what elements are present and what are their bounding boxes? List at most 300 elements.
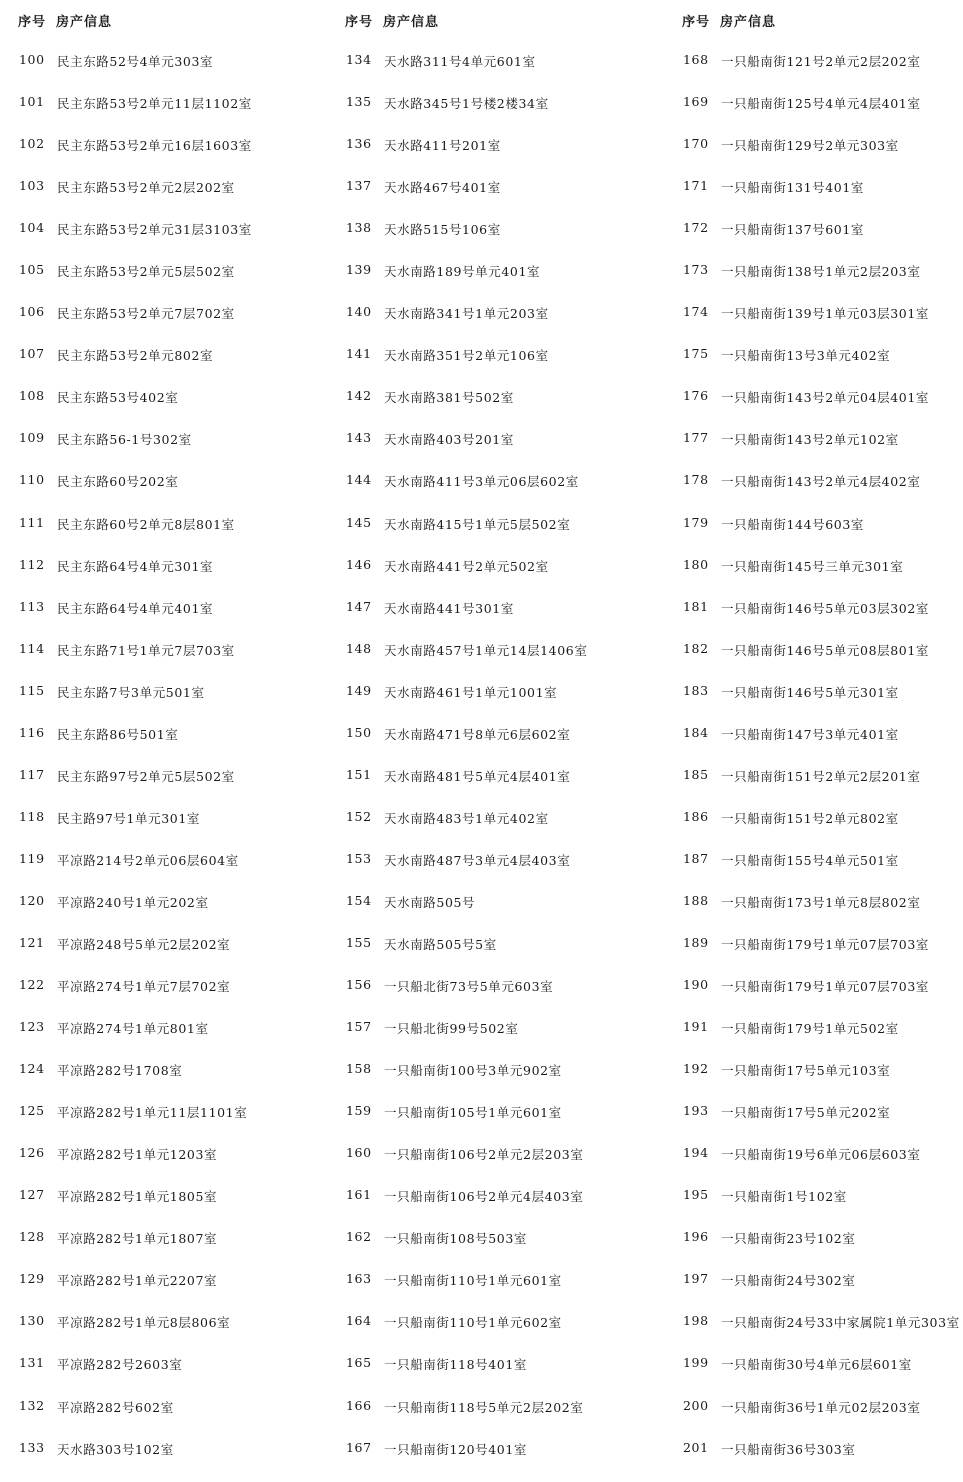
serial-number: 130 bbox=[19, 1313, 45, 1329]
serial-number: 122 bbox=[19, 977, 45, 993]
property-info: 一只船南街173号1单元8层802室 bbox=[721, 894, 921, 910]
serial-number: 199 bbox=[683, 1355, 709, 1371]
serial-number: 176 bbox=[683, 388, 709, 404]
property-info: 一只船南街23号102室 bbox=[721, 1231, 856, 1247]
serial-number: 131 bbox=[19, 1355, 45, 1371]
serial-number: 120 bbox=[19, 892, 45, 908]
row-list bbox=[682, 52, 960, 1482]
table-row bbox=[18, 94, 252, 136]
table-row bbox=[18, 977, 252, 1019]
table-row bbox=[682, 557, 960, 599]
table-row bbox=[18, 767, 252, 809]
table-row bbox=[18, 1145, 252, 1187]
table-row bbox=[682, 1440, 960, 1482]
property-info: 一只船南街36号303室 bbox=[721, 1441, 856, 1457]
serial-number: 170 bbox=[683, 136, 709, 152]
table-row bbox=[345, 136, 587, 178]
serial-number: 128 bbox=[19, 1229, 45, 1245]
table-row bbox=[345, 220, 587, 262]
table-row bbox=[682, 683, 960, 725]
serial-number: 119 bbox=[19, 850, 45, 866]
serial-number: 157 bbox=[346, 1019, 372, 1035]
serial-number: 185 bbox=[683, 766, 709, 782]
serial-number: 104 bbox=[19, 220, 45, 236]
property-info: 一只船南街30号4单元6层601室 bbox=[721, 1357, 912, 1373]
table-row bbox=[345, 1187, 587, 1229]
serial-number: 126 bbox=[19, 1145, 45, 1161]
property-info: 一只船南街118号5单元2层202室 bbox=[384, 1399, 584, 1415]
serial-number: 182 bbox=[683, 640, 709, 656]
table-row bbox=[18, 683, 252, 725]
serial-number: 115 bbox=[19, 682, 45, 698]
table-row bbox=[345, 935, 587, 977]
serial-number: 133 bbox=[19, 1439, 45, 1455]
table-row bbox=[682, 430, 960, 472]
table-row bbox=[682, 262, 960, 304]
property-info: 一只船南街19号6单元06层603室 bbox=[721, 1147, 921, 1163]
property-info: 平凉路282号1单元1805室 bbox=[57, 1189, 218, 1205]
serial-number: 150 bbox=[346, 724, 372, 740]
table-row bbox=[18, 262, 252, 304]
serial-number: 175 bbox=[683, 346, 709, 362]
property-info: 一只船南街110号1单元602室 bbox=[384, 1315, 562, 1331]
table-row bbox=[345, 1271, 587, 1313]
property-info: 一只船南街120号401室 bbox=[384, 1441, 528, 1457]
property-info: 天水路467号401室 bbox=[384, 180, 501, 196]
serial-number: 147 bbox=[346, 598, 372, 614]
table-row bbox=[682, 346, 960, 388]
column-1 bbox=[18, 0, 338, 1457]
serial-number: 165 bbox=[346, 1355, 372, 1371]
property-info: 民主东路53号2单元802室 bbox=[57, 348, 214, 364]
property-info: 天水南路461号1单元1001室 bbox=[384, 684, 558, 700]
serial-number: 124 bbox=[19, 1061, 45, 1077]
serial-number: 149 bbox=[346, 682, 372, 698]
serial-number: 200 bbox=[683, 1397, 709, 1413]
column-3 bbox=[682, 0, 963, 1457]
serial-number: 171 bbox=[683, 178, 709, 194]
table-row bbox=[682, 1103, 960, 1145]
property-info: 民主东路53号2单元31层3103室 bbox=[57, 222, 252, 238]
property-info: 一只船南街147号3单元401室 bbox=[721, 726, 899, 742]
table-row bbox=[18, 935, 252, 977]
property-info: 平凉路282号2603室 bbox=[57, 1357, 183, 1373]
property-info: 天水路411号201室 bbox=[384, 138, 501, 154]
serial-number: 172 bbox=[683, 220, 709, 236]
serial-number: 180 bbox=[683, 556, 709, 572]
property-info: 天水南路441号2单元502室 bbox=[384, 558, 549, 574]
serial-number: 168 bbox=[683, 52, 709, 67]
header-property-info: 房产信息 bbox=[720, 15, 777, 30]
property-info: 一只船南街151号2单元802室 bbox=[721, 810, 899, 826]
table-row bbox=[682, 767, 960, 809]
table-row bbox=[345, 178, 587, 220]
table-row bbox=[345, 1103, 587, 1145]
table-row bbox=[682, 304, 960, 346]
table-row bbox=[345, 430, 587, 472]
property-info: 平凉路282号1单元11层1101室 bbox=[57, 1105, 248, 1121]
table-row bbox=[345, 641, 587, 683]
property-info: 一只船南街100号3单元902室 bbox=[384, 1063, 562, 1079]
table-row bbox=[18, 1061, 252, 1103]
serial-number: 152 bbox=[346, 808, 372, 824]
serial-number: 177 bbox=[683, 430, 709, 446]
property-info: 平凉路282号1单元2207室 bbox=[57, 1273, 218, 1289]
serial-number: 102 bbox=[19, 136, 45, 152]
table-row bbox=[345, 515, 587, 557]
table-row bbox=[345, 262, 587, 304]
serial-number: 156 bbox=[346, 977, 372, 993]
property-info: 一只船南街131号401室 bbox=[721, 180, 865, 196]
table-row bbox=[18, 52, 252, 94]
property-info: 民主东路53号2单元7层702室 bbox=[57, 306, 235, 322]
property-info: 平凉路240号1单元202室 bbox=[57, 894, 209, 910]
serial-number: 153 bbox=[346, 850, 372, 866]
serial-number: 142 bbox=[346, 388, 372, 404]
property-info: 天水南路341号1单元203室 bbox=[384, 306, 549, 322]
property-info: 平凉路274号1单元801室 bbox=[57, 1021, 209, 1037]
property-info: 一只船南街24号33中家属院1单元303室 bbox=[721, 1315, 960, 1331]
serial-number: 166 bbox=[346, 1397, 372, 1413]
column-header bbox=[682, 10, 963, 31]
property-info: 民主东路52号4单元303室 bbox=[57, 54, 214, 69]
serial-number: 181 bbox=[683, 598, 709, 614]
property-info: 民主路97号1单元301室 bbox=[57, 810, 201, 826]
table-row bbox=[345, 1313, 587, 1355]
column-header bbox=[345, 10, 675, 31]
serial-number: 196 bbox=[683, 1229, 709, 1245]
property-info: 一只船南街121号2单元2层202室 bbox=[721, 54, 921, 69]
property-info: 一只船南街1号102室 bbox=[721, 1189, 847, 1205]
table-row bbox=[345, 472, 587, 514]
serial-number: 103 bbox=[19, 178, 45, 194]
serial-number: 125 bbox=[19, 1103, 45, 1119]
property-info: 一只船南街137号601室 bbox=[721, 222, 865, 238]
serial-number: 195 bbox=[683, 1187, 709, 1203]
property-info: 一只船南街13号3单元402室 bbox=[721, 348, 891, 364]
property-info: 天水路515号106室 bbox=[384, 222, 501, 238]
serial-number: 137 bbox=[346, 178, 372, 194]
table-row bbox=[682, 1313, 960, 1355]
table-row bbox=[345, 94, 587, 136]
serial-number: 190 bbox=[683, 977, 709, 993]
table-row bbox=[18, 557, 252, 599]
table-row bbox=[345, 851, 587, 893]
serial-number: 159 bbox=[346, 1103, 372, 1119]
table-row bbox=[682, 851, 960, 893]
serial-number: 108 bbox=[19, 388, 45, 404]
serial-number: 132 bbox=[19, 1397, 45, 1413]
serial-number: 191 bbox=[683, 1019, 709, 1035]
table-row bbox=[682, 94, 960, 136]
serial-number: 194 bbox=[683, 1145, 709, 1161]
serial-number: 173 bbox=[683, 262, 709, 278]
serial-number: 129 bbox=[19, 1271, 45, 1287]
property-info: 民主东路60号202室 bbox=[57, 474, 179, 490]
table-row bbox=[682, 220, 960, 262]
serial-number: 106 bbox=[19, 304, 45, 320]
serial-number: 117 bbox=[19, 766, 45, 782]
table-row bbox=[345, 1019, 587, 1061]
table-row bbox=[18, 1103, 252, 1145]
serial-number: 189 bbox=[683, 934, 709, 950]
table-row bbox=[682, 52, 960, 94]
serial-number: 146 bbox=[346, 556, 372, 572]
row-list bbox=[18, 52, 252, 1482]
serial-number: 201 bbox=[683, 1439, 709, 1455]
serial-number: 112 bbox=[19, 556, 45, 572]
table-row bbox=[682, 599, 960, 641]
property-info: 民主东路53号402室 bbox=[57, 390, 179, 406]
table-row bbox=[18, 809, 252, 851]
table-row bbox=[18, 1355, 252, 1397]
serial-number: 163 bbox=[346, 1271, 372, 1287]
header-serial-number: 序号 bbox=[345, 15, 374, 30]
table-row bbox=[18, 1271, 252, 1313]
property-info: 天水路311号4单元601室 bbox=[384, 54, 536, 69]
property-info: 平凉路282号1单元1203室 bbox=[57, 1147, 218, 1163]
table-row bbox=[18, 1440, 252, 1482]
property-info: 民主东路71号1单元7层703室 bbox=[57, 642, 235, 658]
table-row bbox=[18, 430, 252, 472]
serial-number: 136 bbox=[346, 136, 372, 152]
serial-number: 116 bbox=[19, 724, 45, 740]
property-info: 民主东路53号2单元5层502室 bbox=[57, 264, 235, 280]
table-row bbox=[682, 1271, 960, 1313]
property-info: 一只船南街146号5单元08层801室 bbox=[721, 642, 929, 658]
table-row bbox=[18, 178, 252, 220]
serial-number: 151 bbox=[346, 766, 372, 782]
property-info: 天水南路483号1单元402室 bbox=[384, 810, 549, 826]
serial-number: 114 bbox=[19, 640, 45, 656]
property-info: 一只船南街151号2单元2层201室 bbox=[721, 768, 921, 784]
property-info: 民主东路53号2单元16层1603室 bbox=[57, 138, 252, 154]
property-info: 一只船南街144号603室 bbox=[721, 516, 865, 532]
property-info: 天水路345号1号楼2楼34室 bbox=[384, 96, 549, 112]
table-row bbox=[682, 1398, 960, 1440]
property-info: 平凉路248号5单元2层202室 bbox=[57, 936, 231, 952]
property-info: 一只船南街129号2单元303室 bbox=[721, 138, 899, 154]
table-row bbox=[682, 178, 960, 220]
property-info: 天水南路403号201室 bbox=[384, 432, 514, 448]
table-row bbox=[18, 641, 252, 683]
table-row bbox=[18, 346, 252, 388]
table-row bbox=[345, 1355, 587, 1397]
serial-number: 162 bbox=[346, 1229, 372, 1245]
serial-number: 121 bbox=[19, 934, 45, 950]
property-info: 一只船南街36号1单元02层203室 bbox=[721, 1399, 921, 1415]
serial-number: 144 bbox=[346, 472, 372, 488]
serial-number: 140 bbox=[346, 304, 372, 320]
header-property-info: 房产信息 bbox=[56, 15, 113, 30]
table-row bbox=[18, 304, 252, 346]
serial-number: 174 bbox=[683, 304, 709, 320]
property-info: 一只船南街17号5单元103室 bbox=[721, 1063, 891, 1079]
table-row bbox=[345, 1440, 587, 1482]
serial-number: 148 bbox=[346, 640, 372, 656]
serial-number: 155 bbox=[346, 934, 372, 950]
table-row bbox=[682, 1229, 960, 1271]
serial-number: 141 bbox=[346, 346, 372, 362]
serial-number: 118 bbox=[19, 808, 45, 824]
property-info: 平凉路282号1单元1807室 bbox=[57, 1231, 218, 1247]
property-info: 天水南路441号301室 bbox=[384, 600, 514, 616]
property-info: 一只船南街118号401室 bbox=[384, 1357, 528, 1373]
serial-number: 188 bbox=[683, 892, 709, 908]
property-info: 平凉路282号602室 bbox=[57, 1399, 174, 1415]
table-row bbox=[345, 683, 587, 725]
table-row bbox=[345, 346, 587, 388]
table-row bbox=[18, 1398, 252, 1440]
table-row bbox=[18, 1313, 252, 1355]
property-info: 天水南路481号5单元4层401室 bbox=[384, 768, 571, 784]
serial-number: 101 bbox=[19, 94, 45, 110]
table-row bbox=[345, 767, 587, 809]
property-info: 一只船南街146号5单元301室 bbox=[721, 684, 899, 700]
table-row bbox=[18, 1187, 252, 1229]
table-row bbox=[18, 136, 252, 178]
serial-number: 154 bbox=[346, 892, 372, 908]
property-info: 平凉路274号1单元7层702室 bbox=[57, 979, 231, 995]
property-info: 民主东路64号4单元301室 bbox=[57, 558, 214, 574]
property-info: 一只船南街106号2单元4层403室 bbox=[384, 1189, 584, 1205]
property-info: 一只船南街179号1单元502室 bbox=[721, 1021, 899, 1037]
table-row bbox=[682, 1355, 960, 1397]
property-info: 天水南路471号8单元6层602室 bbox=[384, 726, 571, 742]
table-row bbox=[345, 809, 587, 851]
serial-number: 105 bbox=[19, 262, 45, 278]
table-row bbox=[18, 220, 252, 262]
table-row bbox=[18, 725, 252, 767]
property-info: 天水路303号102室 bbox=[57, 1441, 174, 1457]
serial-number: 123 bbox=[19, 1019, 45, 1035]
property-info: 一只船南街179号1单元07层703室 bbox=[721, 936, 929, 952]
property-info: 平凉路282号1708室 bbox=[57, 1063, 183, 1079]
table-row bbox=[345, 1145, 587, 1187]
header-serial-number: 序号 bbox=[682, 15, 711, 30]
table-row bbox=[345, 557, 587, 599]
header-serial-number: 序号 bbox=[18, 15, 47, 30]
serial-number: 145 bbox=[346, 514, 372, 530]
serial-number: 183 bbox=[683, 682, 709, 698]
table-row bbox=[18, 472, 252, 514]
serial-number: 111 bbox=[19, 514, 45, 530]
table-row bbox=[18, 851, 252, 893]
table-row bbox=[18, 893, 252, 935]
property-info: 天水南路411号3单元06层602室 bbox=[384, 474, 579, 490]
property-info: 一只船南街143号2单元102室 bbox=[721, 432, 899, 448]
table-row bbox=[18, 515, 252, 557]
property-info: 民主东路7号3单元501室 bbox=[57, 684, 205, 700]
serial-number: 192 bbox=[683, 1061, 709, 1077]
header-property-info: 房产信息 bbox=[383, 15, 440, 30]
property-info: 一只船南街146号5单元03层302室 bbox=[721, 600, 929, 616]
table-row bbox=[345, 599, 587, 641]
property-info: 一只船南街110号1单元601室 bbox=[384, 1273, 562, 1289]
serial-number: 135 bbox=[346, 94, 372, 110]
serial-number: 110 bbox=[19, 472, 45, 488]
column-2 bbox=[345, 0, 675, 1457]
property-info: 天水南路505号 bbox=[384, 894, 476, 910]
serial-number: 169 bbox=[683, 94, 709, 110]
serial-number: 167 bbox=[346, 1439, 372, 1455]
table-row bbox=[682, 388, 960, 430]
serial-number: 164 bbox=[346, 1313, 372, 1329]
property-info: 天水南路505号5室 bbox=[384, 936, 497, 952]
serial-number: 109 bbox=[19, 430, 45, 446]
serial-number: 178 bbox=[683, 472, 709, 488]
property-info: 一只船南街155号4单元501室 bbox=[721, 852, 899, 868]
table-row bbox=[345, 304, 587, 346]
table-row bbox=[682, 641, 960, 683]
serial-number: 179 bbox=[683, 514, 709, 530]
serial-number: 160 bbox=[346, 1145, 372, 1161]
table-row bbox=[682, 1061, 960, 1103]
property-info: 一只船南街138号1单元2层203室 bbox=[721, 264, 921, 280]
column-header bbox=[18, 10, 338, 31]
serial-number: 139 bbox=[346, 262, 372, 278]
table-row bbox=[345, 725, 587, 767]
table-row bbox=[682, 136, 960, 178]
table-row bbox=[345, 1229, 587, 1271]
property-info: 民主东路60号2单元8层801室 bbox=[57, 516, 235, 532]
property-info: 民主东路56-1号302室 bbox=[57, 432, 192, 448]
table-row bbox=[682, 977, 960, 1019]
table-row bbox=[682, 1019, 960, 1061]
table-row bbox=[682, 809, 960, 851]
serial-number: 127 bbox=[19, 1187, 45, 1203]
property-info: 天水南路487号3单元4层403室 bbox=[384, 852, 571, 868]
serial-number: 143 bbox=[346, 430, 372, 446]
property-info: 平凉路214号2单元06层604室 bbox=[57, 852, 239, 868]
property-info: 民主东路53号2单元11层1102室 bbox=[57, 96, 252, 112]
row-list bbox=[345, 52, 587, 1482]
property-info: 天水南路381号502室 bbox=[384, 390, 514, 406]
serial-number: 113 bbox=[19, 598, 45, 614]
table-row bbox=[18, 1229, 252, 1271]
serial-number: 161 bbox=[346, 1187, 372, 1203]
property-info: 天水南路415号1单元5层502室 bbox=[384, 516, 571, 532]
property-info: 一只船南街108号503室 bbox=[384, 1231, 528, 1247]
property-info: 民主东路86号501室 bbox=[57, 726, 179, 742]
table-row bbox=[682, 472, 960, 514]
table-row bbox=[682, 1145, 960, 1187]
serial-number: 197 bbox=[683, 1271, 709, 1287]
table-row bbox=[345, 893, 587, 935]
serial-number: 107 bbox=[19, 346, 45, 362]
serial-number: 193 bbox=[683, 1103, 709, 1119]
table-row bbox=[345, 388, 587, 430]
table-row bbox=[682, 935, 960, 977]
property-info: 平凉路282号1单元8层806室 bbox=[57, 1315, 231, 1331]
table-row bbox=[18, 388, 252, 430]
property-info: 一只船北街73号5单元603室 bbox=[384, 979, 554, 995]
property-info: 民主东路64号4单元401室 bbox=[57, 600, 214, 616]
table-row bbox=[345, 977, 587, 1019]
serial-number: 138 bbox=[346, 220, 372, 236]
table-row bbox=[682, 515, 960, 557]
property-info: 一只船南街139号1单元03层301室 bbox=[721, 306, 929, 322]
serial-number: 187 bbox=[683, 850, 709, 866]
serial-number: 158 bbox=[346, 1061, 372, 1077]
property-info: 一只船南街106号2单元2层203室 bbox=[384, 1147, 584, 1163]
serial-number: 186 bbox=[683, 808, 709, 824]
property-info: 天水南路457号1单元14层1406室 bbox=[384, 642, 588, 658]
property-info: 一只船南街17号5单元202室 bbox=[721, 1105, 891, 1121]
table-row bbox=[345, 52, 587, 94]
table-row bbox=[682, 725, 960, 767]
property-info: 一只船南街179号1单元07层703室 bbox=[721, 979, 929, 995]
